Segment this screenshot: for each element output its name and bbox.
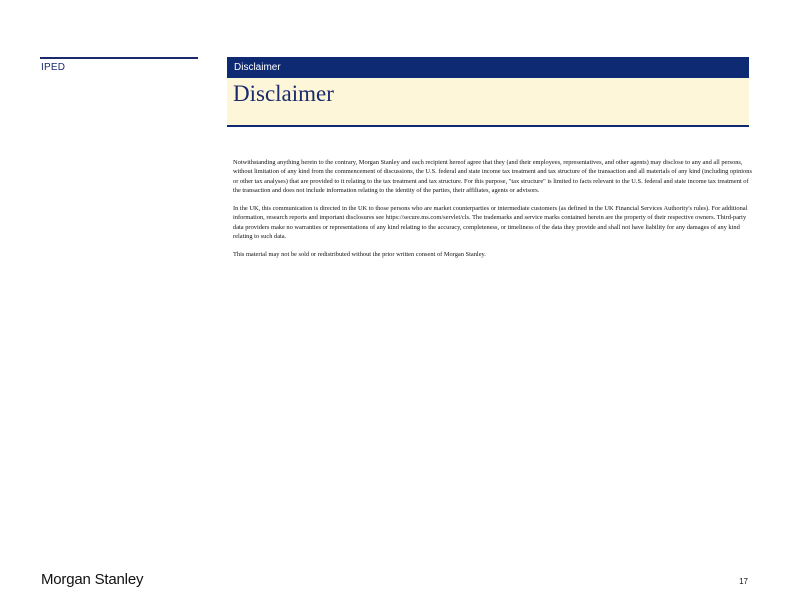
title-box [227,78,749,127]
disclaimer-paragraph-redistribution: This material may not be sold or redistributed without the prior written consent of Morgan Stanley. [233,251,486,259]
disclaimer-paragraph-uk: In the UK, this communication is directed in the UK to those persons who are market counterparties or intermediate customers (as defined in the UK Financial Services Authority's rules). For additional information, research reports and important disclosures see https://secure.ms.com/servlet/cls. The trademarks and service marks contained herein are the property of their respective owners. Third-party data providers make no warranties or representations of any kind relating to the accuracy, completeness, or timeliness of the data they provide and shall not have liability for any damages of any kind relating to such data. [233,205,748,241]
disclaimer-paragraph-tax: Notwithstanding anything herein to the contrary, Morgan Stanley and each recipient hereof agree that they (and their employees, representatives, and other agents) may disclose to any and all persons, without limitation of any kind from the commencement of discussions, the U.S. federal and state income tax treatment and tax structure of the transaction and all materials of any kind (including opinions or other tax analyses) that are provided to it relating to the tax treatment and tax structure. For this purpose, "tax structure" is limited to facts relevant to the U.S. federal and state income tax treatment of the transaction and does not include information relating to the identity of the parties, their affiliates, agents or advisors. [233,159,752,194]
section-divider [40,57,198,59]
morgan-stanley-logo: Morgan Stanley [41,571,144,588]
page-number: 17 [739,577,748,586]
section-label: IPED [41,62,66,73]
disclaimer-body [233,158,753,269]
header-bar-label: Disclaimer [234,62,281,73]
header-bar [227,57,749,78]
page-title: Disclaimer [233,81,334,106]
